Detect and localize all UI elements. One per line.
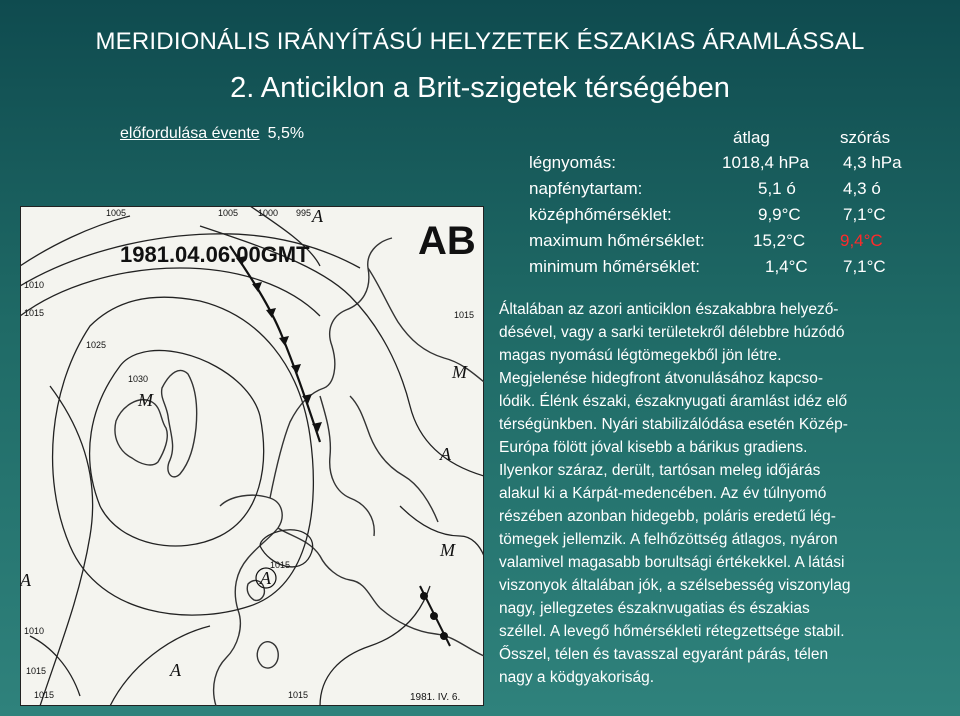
weather-map-drawing <box>20 206 484 706</box>
stats-row-mean: 9,9°C <box>758 205 801 224</box>
isobar-label: 1010 <box>24 626 45 636</box>
description-line: viszonyok általában jók, a szélsebesség viszonylag <box>499 577 851 594</box>
stats-row-label: légnyomás: <box>529 153 616 172</box>
pressure-marker: M <box>138 390 153 410</box>
map-type-code: AB <box>418 219 476 263</box>
isobar-label: 1015 <box>34 690 55 700</box>
isobar-label: 1000 <box>258 208 279 218</box>
frequency-label: előfordulása évente <box>120 125 260 142</box>
pressure-marker: A <box>170 660 181 680</box>
pressure-marker: A <box>20 570 31 590</box>
pressure-marker: A <box>312 206 323 226</box>
stats-row-sd: 7,1°C <box>843 205 886 224</box>
isobar-label: 1010 <box>24 280 45 290</box>
description-line: széllel. A levegő hőmérsékleti rétegzettsége stabil. <box>499 623 845 640</box>
pressure-marker: A <box>440 444 451 464</box>
description-text <box>499 298 939 689</box>
stats-row-label: maximum hőmérséklet: <box>529 231 705 250</box>
page-subtitle: 2. Anticiklon a Brit-szigetek térségében <box>230 72 730 104</box>
stats-row-label: minimum hőmérséklet: <box>529 257 700 276</box>
description-line: Ősszel, télen és tavasszal egyaránt párás, télen <box>499 646 829 663</box>
description-line: Általában az azori anticiklon északabbra helyező- <box>499 301 839 318</box>
stats-row-label: középhőmérséklet: <box>529 205 672 224</box>
stats-row-mean: 1018,4 hPa <box>722 153 809 172</box>
description-line: nagy, jellegzetes északnvugatias és északias <box>499 600 810 617</box>
map-date-label: 1981.04.06.00GMT <box>120 242 310 267</box>
pressure-marker: M <box>452 362 467 382</box>
description-line: térségünkben. Nyári stabilizálódása esetén Közép- <box>499 416 848 433</box>
weather-map <box>20 206 484 706</box>
isobar-label: 1025 <box>86 340 107 350</box>
isobar-label: 1005 <box>218 208 239 218</box>
description-line: désével, vagy a sarki területekről délebbre húzódó <box>499 324 845 341</box>
stats-row-label: napfénytartam: <box>529 179 643 198</box>
isobar-label: 1030 <box>128 374 149 384</box>
description-line: tömegek jellemzik. A felhőzöttség átlagos, nyáron <box>499 531 838 548</box>
stats-row-sd: 4,3 hPa <box>843 153 902 172</box>
isobar-label: 1005 <box>106 208 127 218</box>
description-line: valamivel magasabb borultsági értékekkel. A látási <box>499 554 845 571</box>
stats-row-sd-highlight: 9,4°C <box>840 231 883 250</box>
pressure-marker: A <box>260 568 271 588</box>
stats-row-sd: 4,3 ó <box>843 179 881 198</box>
description-line: lódik. Élénk északi, északnyugati áramlást idéz elő <box>499 393 848 410</box>
frequency-value: 5,5% <box>267 125 305 142</box>
page-title: MERIDIONÁLIS IRÁNYÍTÁSÚ HELYZETEK ÉSZAKIAS ÁRAMLÁSSAL <box>95 28 865 55</box>
description-line: magas nyomású légtömegekből jön létre. <box>499 347 782 364</box>
frequency-line <box>120 125 304 143</box>
description-line: Európa fölött jóval kisebb a bárikus gradiens. <box>499 439 808 456</box>
stats-row-mean: 1,4°C <box>765 257 808 276</box>
description-line: alakul ki a Kárpát-medencében. Az év túlnyomó <box>499 485 827 502</box>
pressure-marker: M <box>440 540 455 560</box>
map-corner-date: 1981. IV. 6. <box>410 692 461 703</box>
isobar-label: 1015 <box>454 310 475 320</box>
description-line: részében azonban hidegebb, poláris eredetű lég- <box>499 508 836 525</box>
isobar-label: 1015 <box>288 690 309 700</box>
description-line: nagy a ködgyakoriság. <box>499 669 655 686</box>
stats-col-header-sd: szórás <box>840 128 891 147</box>
stats-row-mean: 15,2°C <box>753 231 806 250</box>
isobar-label: 995 <box>296 208 312 218</box>
stats-row-sd: 7,1°C <box>843 257 886 276</box>
isobar-label: 1015 <box>270 560 291 570</box>
stats-row-mean: 5,1 ó <box>758 179 796 198</box>
isobar-label: 1015 <box>26 666 47 676</box>
description-line: Megjelenése hidegfront átvonulásához kapcso- <box>499 370 823 387</box>
stats-col-header-mean: átlag <box>733 128 770 147</box>
isobar-label: 1015 <box>24 308 45 318</box>
description-line: Ilyenkor száraz, derült, tartósan meleg időjárás <box>499 462 821 479</box>
